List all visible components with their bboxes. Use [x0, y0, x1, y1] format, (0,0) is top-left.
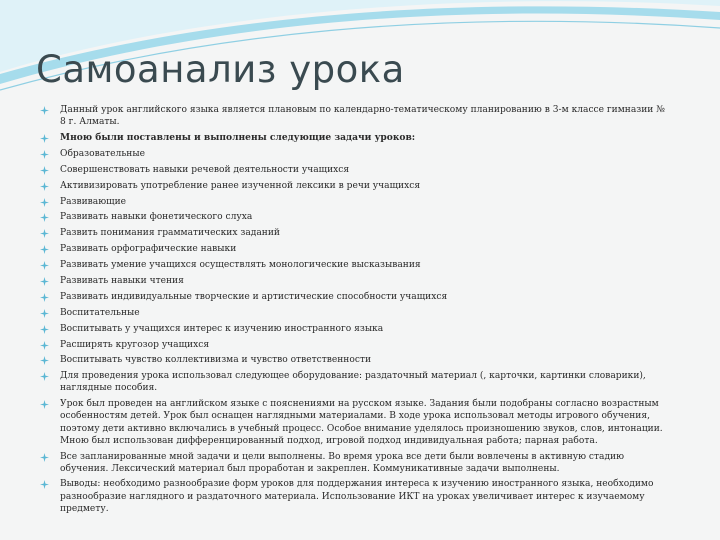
sparkle-icon — [40, 309, 49, 318]
list-item-text: Данный урок английского языка является плановым по календарно-тематическому планированию в 3-м классе гимназии № 8 г. Алматы. — [60, 105, 665, 128]
list-item — [40, 370, 672, 394]
list-item — [40, 398, 672, 446]
list-item-text: Выводы: необходимо разнообразие форм уроков для поддержания интереса к изучению иностранного языка, необходимо разнообразие наглядного и раздаточного материала. Использование ИКТ на уроках увеличивает интерес к изучаемому предмету. — [60, 479, 654, 514]
sparkle-icon — [40, 341, 49, 350]
list-item-text: Развивать орфографические навыки — [60, 244, 237, 255]
sparkle-icon — [40, 213, 49, 222]
list-item — [40, 132, 672, 144]
list-item — [40, 275, 672, 287]
list-item — [40, 478, 672, 514]
list-item — [40, 307, 672, 319]
list-item — [40, 211, 672, 223]
list-item-text: Воспитывать чувство коллективизма и чувство ответственности — [60, 355, 372, 366]
list-item — [40, 354, 672, 366]
sparkle-icon — [40, 106, 49, 115]
list-item-text: Для проведения урока использовал следующее оборудование: раздаточный материал (, карточки, картинки словарики), наглядные пособия. — [60, 371, 646, 394]
list-item-text: Все запланированные мной задачи и цели выполнены. Во время урока все дети были вовлечены в активную стадию обучения. Лексический материал был проработан и закреплен. Коммуникативные задачи выполнены. — [60, 451, 625, 474]
sparkle-icon — [40, 245, 49, 254]
list-item-text: Развивающие — [60, 196, 127, 207]
list-item-text: Воспитательные — [60, 307, 140, 318]
sparkle-icon — [40, 261, 49, 270]
list-item — [40, 291, 672, 303]
sparkle-icon — [40, 198, 49, 207]
list-item — [40, 227, 672, 239]
list-item — [40, 164, 672, 176]
list-item — [40, 259, 672, 271]
list-item — [40, 323, 672, 335]
sparkle-icon — [40, 134, 49, 143]
list-item — [40, 148, 672, 160]
sparkle-icon — [40, 150, 49, 159]
list-item — [40, 180, 672, 192]
list-item-text: Совершенствовать навыки речевой деятельности учащихся — [60, 164, 350, 175]
sparkle-icon — [40, 229, 49, 238]
list-item-text: Воспитывать у учащихся интерес к изучению иностранного языка — [60, 323, 384, 334]
list-item-text: Мною были поставлены и выполнены следующие задачи уроков: — [60, 131, 416, 143]
sparkle-icon — [40, 277, 49, 286]
sparkle-icon — [40, 182, 49, 191]
list-item — [40, 243, 672, 255]
list-item-text: Образовательные — [60, 148, 145, 159]
list-item-text: Развивать навыки фонетического слуха — [60, 212, 253, 223]
sparkle-icon — [40, 453, 49, 462]
bullet-list — [40, 104, 672, 519]
list-item-text: Развивать индивидуальные творческие и артистические способности учащихся — [60, 291, 448, 302]
list-item — [40, 104, 672, 128]
list-item-text: Расширять кругозор учащихся — [60, 339, 210, 350]
sparkle-icon — [40, 325, 49, 334]
list-item-text: Развить понимания грамматических заданий — [60, 228, 280, 239]
page-title: Самоанализ урока — [36, 48, 405, 91]
sparkle-icon — [40, 480, 49, 489]
list-item-text: Урок был проведен на английском языке с пояснениями на русском языке. Задания были подобраны согласно возрастным особенностям детей. Урок был оснащен наглядными материалами. В ходе урока использовал методы игрового обучения, поэтому дети активно включались в учебный процесс. Особое внимание уделялось произношению звуков, слов, интонации. Мною был использован дифференцированный подход, игровой подход индивидуальная работа; парная работа. — [60, 399, 663, 446]
sparkle-icon — [40, 293, 49, 302]
sparkle-icon — [40, 372, 49, 381]
sparkle-icon — [40, 166, 49, 175]
sparkle-icon — [40, 356, 49, 365]
list-item — [40, 196, 672, 208]
list-item — [40, 451, 672, 475]
list-item-text: Развивать навыки чтения — [60, 276, 184, 286]
list-item — [40, 339, 672, 351]
list-item-text: Активизировать употребление ранее изученной лексики в речи учащихся — [60, 180, 421, 191]
sparkle-icon — [40, 400, 49, 409]
list-item-text: Развивать умение учащихся осуществлять монологические высказывания — [60, 260, 421, 271]
